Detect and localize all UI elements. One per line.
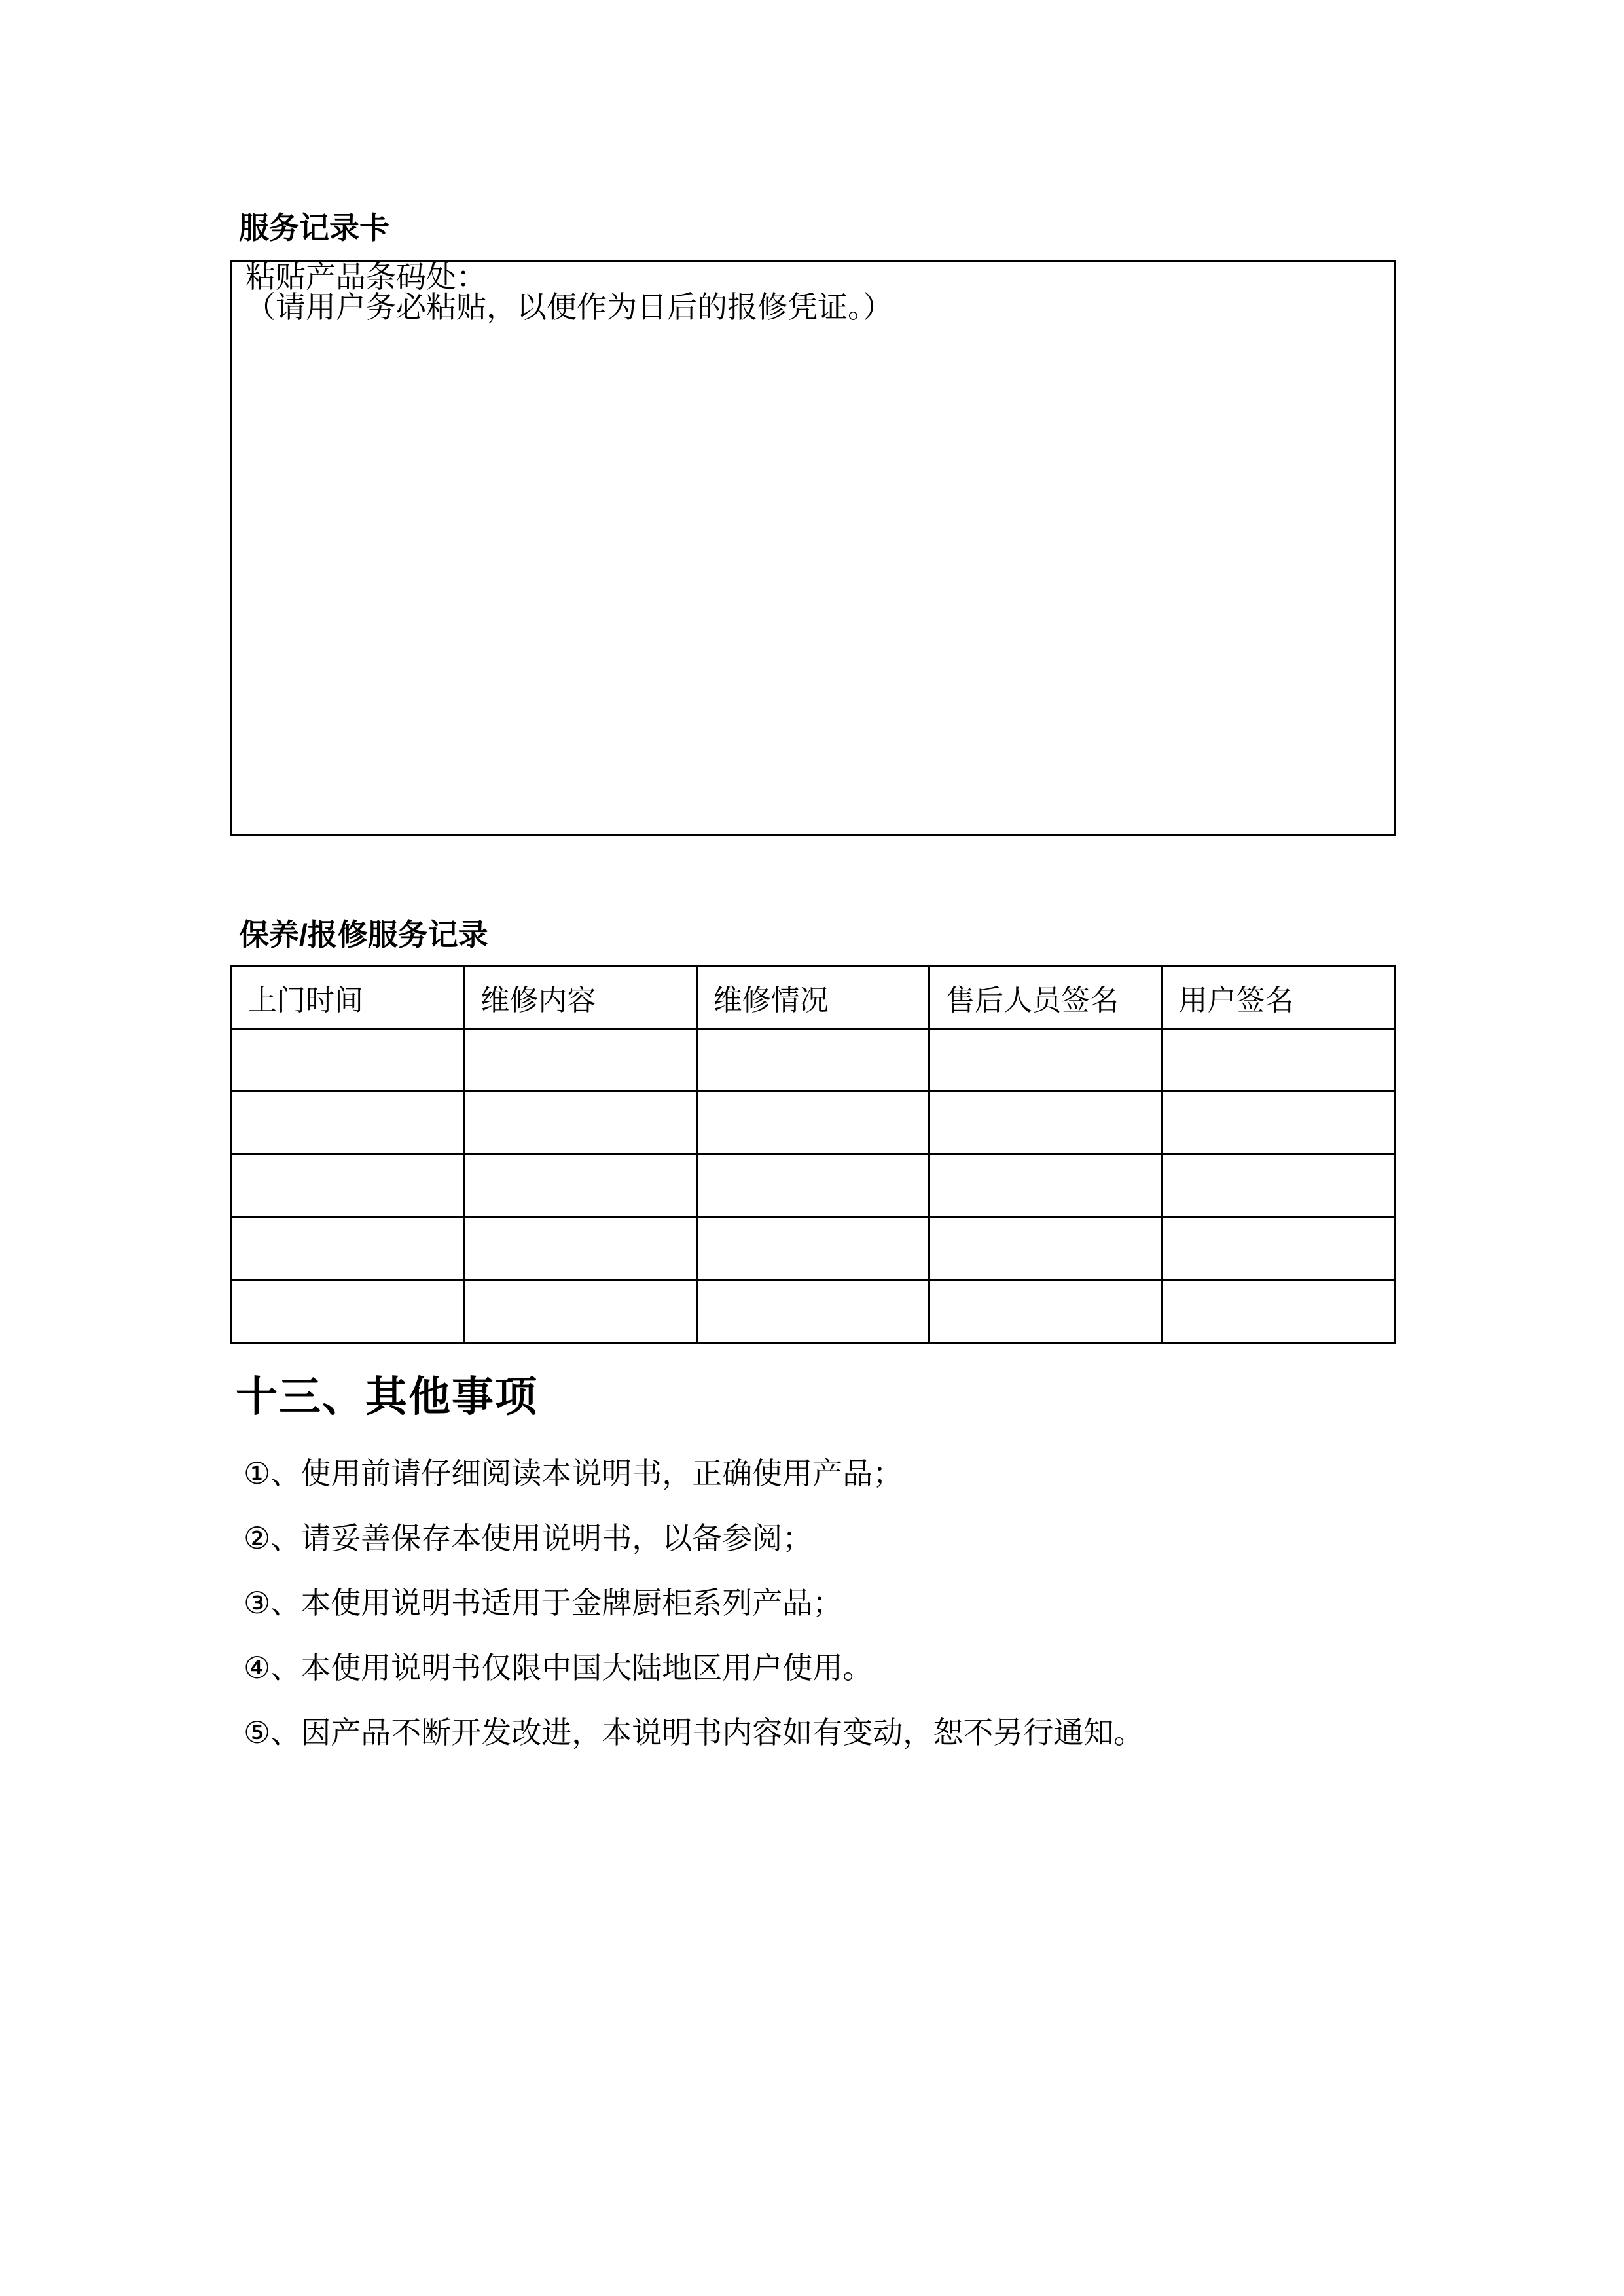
service-record-card-title: 服务记录卡 (239, 211, 389, 245)
note-item-1: ①、使用前请仔细阅读本说明书，正确使用产品； (244, 1456, 903, 1490)
empty-cell (464, 1280, 696, 1343)
note-item-3: ③、本使用说明书适用于金牌厨柜系列产品； (244, 1586, 843, 1620)
empty-cell (232, 1092, 464, 1155)
table-row (232, 1155, 1395, 1217)
table-row (232, 1280, 1395, 1343)
empty-cell (1162, 1217, 1394, 1280)
note-item-5: ⑤、因产品不断开发改进，本说明书内容如有变动，恕不另行通知。 (244, 1715, 1144, 1749)
table-row (232, 1029, 1395, 1092)
empty-cell (232, 1029, 464, 1092)
barcode-box-instruction: 粘贴产品条码处： (245, 260, 486, 294)
col-header-user-signature: 用户签名 (1162, 967, 1394, 1029)
empty-cell (232, 1217, 464, 1280)
empty-cell (232, 1280, 464, 1343)
empty-cell (464, 1217, 696, 1280)
empty-cell (1162, 1280, 1394, 1343)
empty-cell (232, 1155, 464, 1217)
barcode-box-note: （请用户务必粘贴，以便作为日后的报修凭证。） (245, 290, 893, 324)
note-item-4: ④、本使用说明书仅限中国大陆地区用户使用。 (244, 1651, 873, 1685)
col-header-staff-signature: 售后人员签名 (929, 967, 1162, 1029)
empty-cell (1162, 1092, 1394, 1155)
col-header-repair-status: 维修情况 (696, 967, 929, 1029)
empty-cell (464, 1155, 696, 1217)
empty-cell (696, 1155, 929, 1217)
empty-cell (1162, 1155, 1394, 1217)
empty-cell (696, 1217, 929, 1280)
empty-cell (464, 1029, 696, 1092)
other-matters-list (244, 1458, 1487, 1782)
empty-cell (696, 1029, 929, 1092)
maintenance-record-table (230, 965, 1396, 1344)
barcode-paste-box (230, 260, 1396, 836)
note-item-2: ②、请妥善保存本使用说明书，以备参阅； (244, 1521, 813, 1555)
col-header-repair-content: 维修内容 (464, 967, 696, 1029)
empty-cell (696, 1092, 929, 1155)
table-row (232, 1217, 1395, 1280)
other-matters-title: 十三、其他事项 (236, 1373, 538, 1420)
maintenance-record-title: 保养/报修服务记录 (239, 918, 488, 952)
empty-cell (696, 1280, 929, 1343)
empty-cell (1162, 1029, 1394, 1092)
empty-cell (929, 1217, 1162, 1280)
empty-cell (929, 1155, 1162, 1217)
empty-cell (929, 1280, 1162, 1343)
col-header-visit-time: 上门时间 (232, 967, 464, 1029)
table-row (232, 1092, 1395, 1155)
empty-cell (929, 1029, 1162, 1092)
empty-cell (464, 1092, 696, 1155)
empty-cell (929, 1092, 1162, 1155)
table-header-row (232, 967, 1395, 1029)
